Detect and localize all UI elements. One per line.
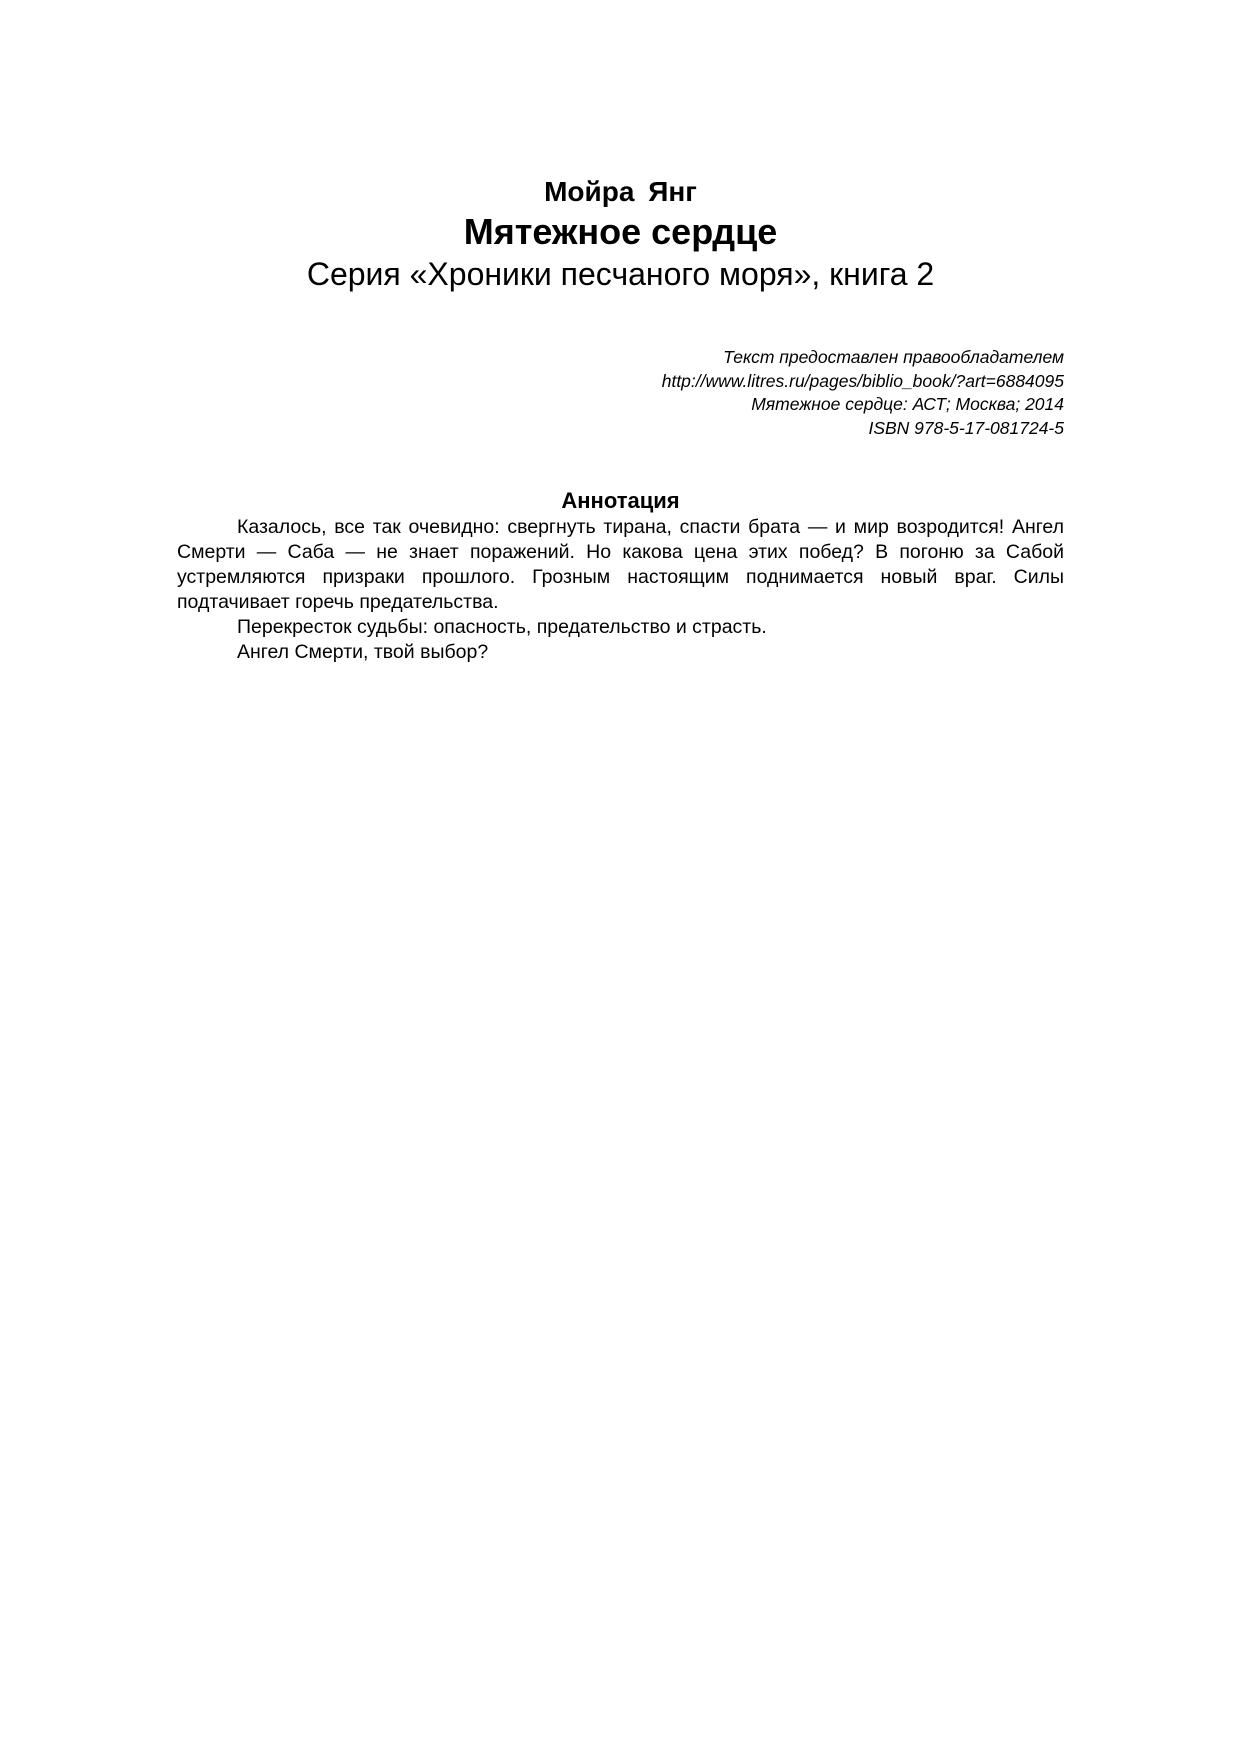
annotation-paragraph: Ангел Смерти, твой выбор? bbox=[237, 641, 489, 663]
series-info: Серия «Хроники песчаного моря», книга 2 bbox=[306, 256, 935, 292]
author-name: Мойра Янг bbox=[544, 176, 697, 207]
annotation-heading: Аннотация bbox=[561, 488, 680, 513]
publication-info: Мятежное сердце: АСТ; Москва; 2014 bbox=[751, 394, 1064, 414]
annotation-paragraph: Казалось, все так очевидно: свергнуть тирана, спасти брата — и мир возродится! Ангел Смерти — Саба — не знает поражений. Но какова цена этих побед? В погоню за Сабой устремляются призраки прошлого. Грозным настоящим поднимается новый враг. Силы подтачивает горечь предательства. bbox=[177, 516, 1064, 613]
rights-holder-line: Текст предоставлен правообладателем bbox=[723, 347, 1064, 367]
annotation-body bbox=[177, 515, 1064, 665]
source-block bbox=[364, 346, 1064, 440]
isbn: ISBN 978-5-17-081724-5 bbox=[868, 417, 1064, 438]
source-url: http://www.litres.ru/pages/biblio_book/?art=6884095 bbox=[661, 370, 1064, 391]
annotation-paragraph: Перекресток судьбы: опасность, предательство и страсть. bbox=[237, 616, 767, 638]
book-title: Мятежное сердце bbox=[463, 211, 778, 252]
